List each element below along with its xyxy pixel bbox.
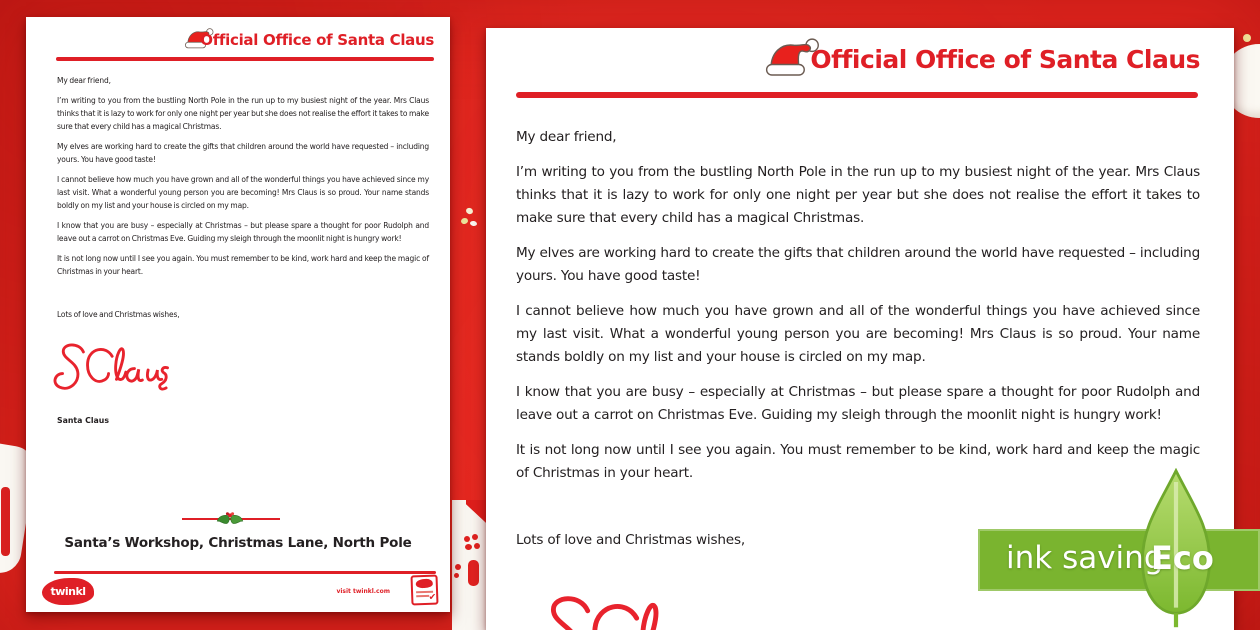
letter-paragraph: It is not long now until I see you again. You must remember to be kind, work hard and keep the magic of Christmas in your heart. bbox=[57, 254, 429, 276]
twinkl-stamp-logo bbox=[410, 575, 438, 606]
pencil-tick-icon: ✔ bbox=[428, 592, 437, 603]
letter-paragraph: I cannot believe how much you have grown and all of the wonderful things you have achieved since my last visit. What a wonderful young person you are becoming! Mrs Claus is so proud. Your name stands boldly on my list and your house is circled on my map. bbox=[57, 175, 429, 210]
letter-title: Official Office of Santa Claus bbox=[200, 31, 434, 49]
dot-decoration bbox=[465, 207, 474, 215]
letter-paragraph: It is not long now until I see you again. You must remember to be kind, work hard and keep the magic of Christmas in your heart. bbox=[516, 442, 1200, 481]
header-rule bbox=[516, 92, 1198, 98]
header-rule bbox=[56, 57, 434, 61]
letter-body bbox=[57, 74, 429, 328]
eco-label: Eco bbox=[1151, 539, 1214, 577]
visit-twinkl-link: visit twinkl.com bbox=[336, 588, 390, 595]
gold-dot-decoration bbox=[1243, 34, 1251, 42]
letter-title: Official Office of Santa Claus bbox=[810, 45, 1200, 74]
twinkl-cloud-icon bbox=[416, 579, 433, 589]
letter-body bbox=[516, 126, 1200, 564]
salutation: My dear friend, bbox=[516, 129, 617, 145]
letter-page-thumbnail bbox=[26, 17, 450, 612]
letter-paragraph: I cannot believe how much you have grown and all of the wonderful things you have achieved since my last visit. What a wonderful young person you are becoming! Mrs Claus is so proud. Your name stands boldly on my list and your house is circled on my map. bbox=[516, 303, 1200, 365]
santa-signature bbox=[46, 337, 174, 413]
salutation: My dear friend, bbox=[57, 76, 111, 85]
signature-name: Santa Claus bbox=[57, 416, 109, 425]
letter-paragraph: I’m writing to you from the bustling North Pole in the run up to my busiest night of the year. Mrs Claus thinks that it is lazy to work for only one night per year but she does not realise the effort it takes to make sure that every child has a magical Christmas. bbox=[516, 164, 1200, 226]
holly-icon bbox=[216, 508, 244, 529]
dot-decoration bbox=[470, 220, 478, 226]
twinkl-cloud-logo bbox=[42, 578, 94, 605]
twinkl-logo-text: twinkl bbox=[50, 585, 86, 598]
letter-paragraph: My elves are working hard to create the gifts that children around the world have requested – including yours. You have good taste! bbox=[516, 245, 1200, 284]
letter-closing: Lots of love and Christmas wishes, bbox=[57, 310, 180, 319]
ink-saving-label: ink saving bbox=[1006, 540, 1164, 576]
santa-signature bbox=[524, 586, 742, 630]
letter-paragraph: My elves are working hard to create the gifts that children around the world have requested – including yours. You have good taste! bbox=[57, 142, 429, 164]
footer-rule bbox=[54, 571, 436, 574]
dot-decoration bbox=[460, 217, 468, 225]
letter-paragraph: I’m writing to you from the bustling North Pole in the run up to my busiest night of the year. Mrs Claus thinks that it is lazy to work for only one night per year but she does not realise the effort it takes to make sure that every child has a magical Christmas. bbox=[57, 96, 429, 131]
santa-address: Santa’s Workshop, Christmas Lane, North Pole bbox=[64, 535, 412, 551]
letter-paragraph: I know that you are busy – especially at Christmas – but please spare a thought for poor Rudolph and leave out a carrot on Christmas Eve. Guiding my sleigh through the moonlit night is hungry work! bbox=[516, 384, 1200, 423]
red-bar-decoration bbox=[1, 487, 10, 556]
letter-paragraph: I know that you are busy – especially at Christmas – but please spare a thought for poor Rudolph and leave out a carrot on Christmas Eve. Guiding my sleigh through the moonlit night is hungry work! bbox=[57, 221, 429, 243]
house-door bbox=[468, 560, 479, 586]
letter-closing: Lots of love and Christmas wishes, bbox=[516, 532, 745, 548]
